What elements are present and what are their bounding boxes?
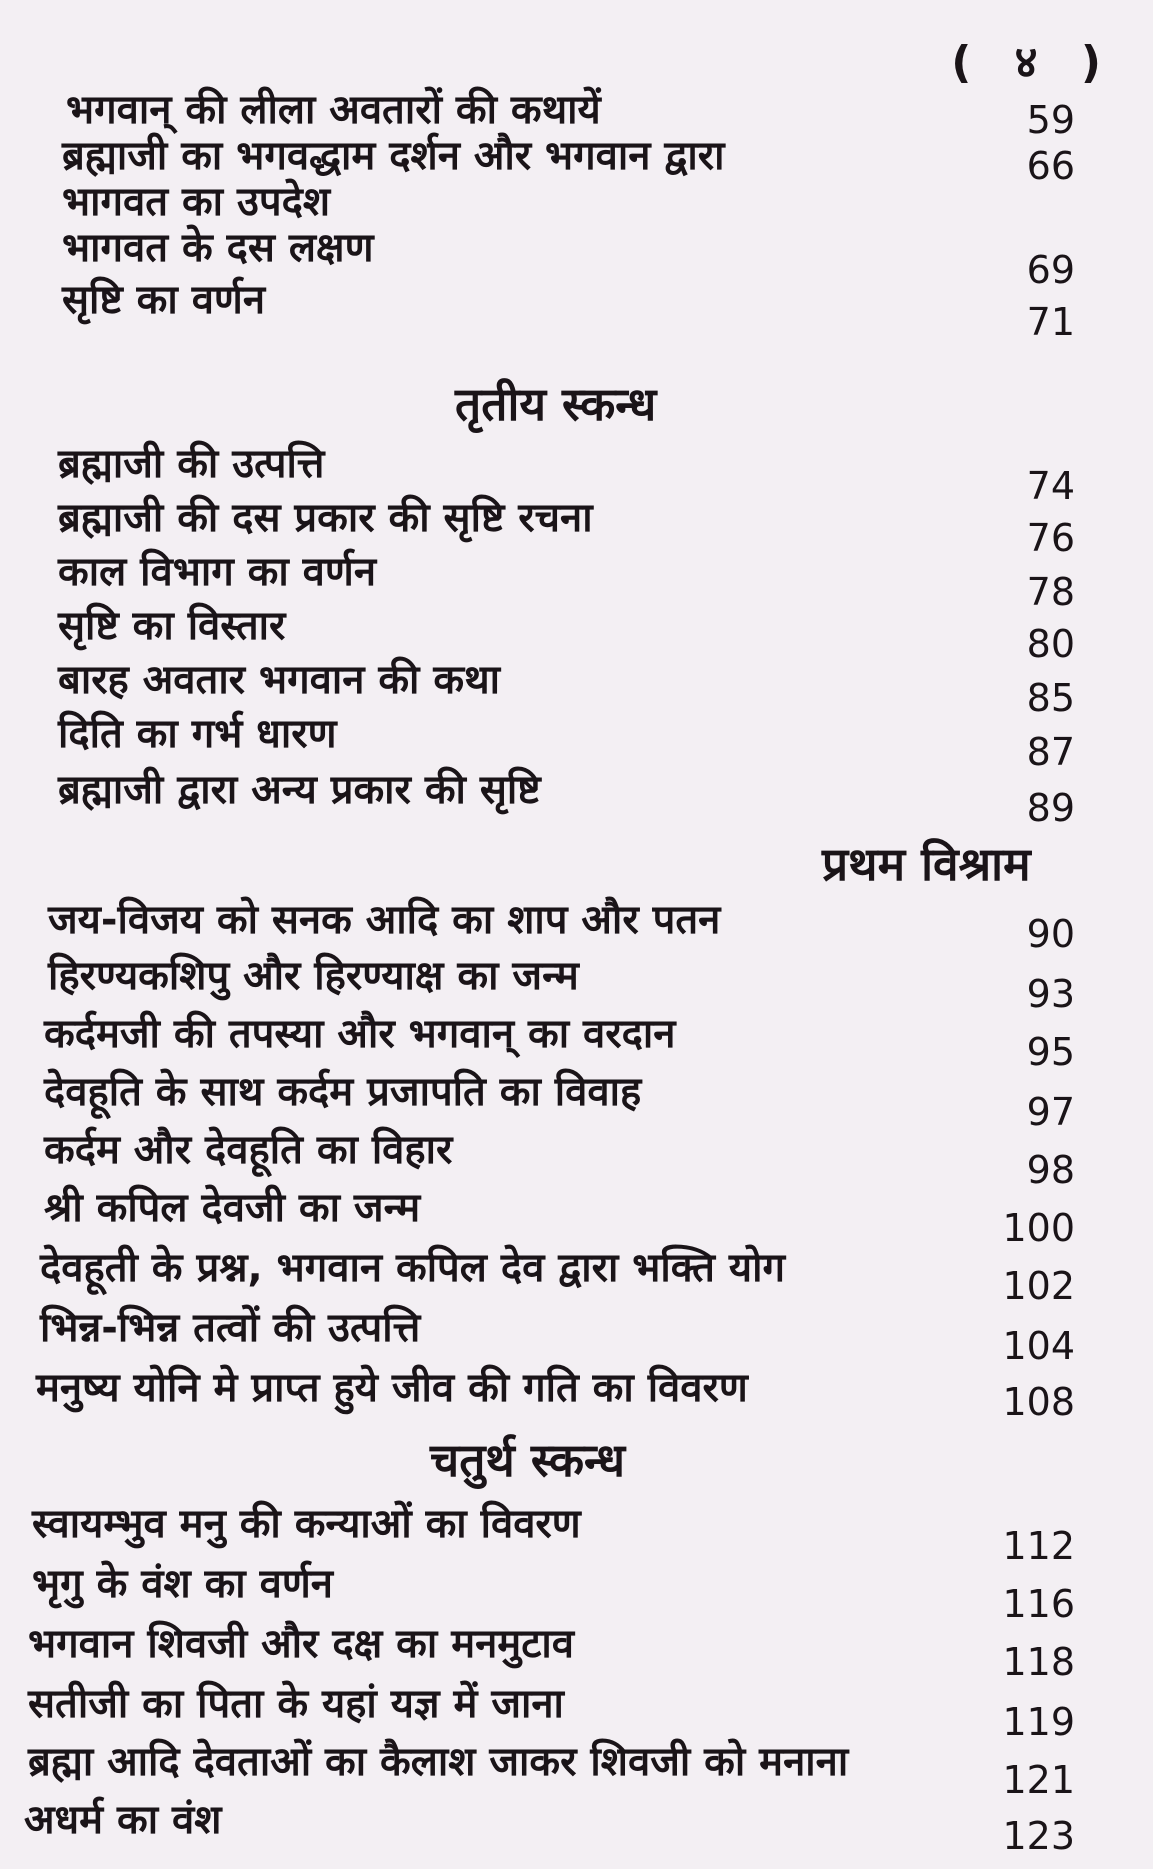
- toc-entry: [0, 1122, 1153, 1192]
- entry-page: 119: [1002, 1700, 1075, 1744]
- toc-entry: [0, 1616, 1153, 1684]
- toc-entry: [0, 892, 1153, 956]
- entry-title: सृष्टि का वर्णन: [62, 277, 266, 323]
- toc-entry: [0, 490, 1153, 560]
- toc-entry: [0, 762, 1153, 830]
- entry-title: सृष्टि का विस्तार: [58, 603, 286, 649]
- entry-page: 93: [1026, 972, 1075, 1016]
- entry-title: देवहूती के प्रश्न, भगवान कपिल देव द्वारा भक्ति योग: [40, 1245, 785, 1291]
- entry-page: 78: [1026, 570, 1075, 614]
- entry-page: 98: [1026, 1148, 1075, 1192]
- toc-entry: [0, 1064, 1153, 1134]
- entry-title: काल विभाग का वर्णन: [58, 549, 377, 595]
- toc-entry: [0, 544, 1153, 614]
- entry-page: 59: [1026, 98, 1075, 142]
- entry-title: ब्रह्माजी द्वारा अन्य प्रकार की सृष्टि: [58, 767, 541, 813]
- entry-title: भगवान शिवजी और दक्ष का मनमुटाव: [28, 1621, 574, 1667]
- entry-title: कर्दमजी की तपस्या और भगवान् का वरदान: [44, 1011, 676, 1057]
- page-number: ( ४ ): [951, 37, 1115, 88]
- entry-title: अधर्म का वंश: [24, 1797, 222, 1843]
- entry-title: दिति का गर्भ धारण: [58, 711, 337, 757]
- entry-title: हिरण्यकशिपु और हिरण्याक्ष का जन्म: [48, 953, 579, 999]
- toc-entry: [0, 436, 1153, 508]
- entry-page: 87: [1026, 730, 1075, 774]
- entry-title: ब्रह्माजी का भगवद्धाम दर्शन और भगवान द्वारा: [62, 133, 725, 179]
- toc-entry: [0, 1300, 1153, 1368]
- entry-page: 80: [1026, 622, 1075, 666]
- entry-page: 74: [1026, 464, 1075, 508]
- entry-title: भृगु के वंश का वर्णन: [32, 1561, 333, 1607]
- entry-page: 112: [1002, 1524, 1075, 1568]
- entry-page: 69: [1026, 248, 1075, 292]
- toc-entry: [0, 1360, 1153, 1424]
- toc-entry: [0, 652, 1153, 720]
- entry-title: जय-विजय को सनक आदि का शाप और पतन: [48, 897, 721, 943]
- entry-title: ब्रह्मा आदि देवताओं का कैलाश जाकर शिवजी को मनाना: [28, 1739, 849, 1785]
- section-heading: चतुर्थ स्कन्ध: [430, 1433, 626, 1487]
- toc-entry: [0, 1792, 1153, 1858]
- entry-page: 95: [1026, 1030, 1075, 1074]
- entry-page: 71: [1026, 300, 1075, 344]
- entry-page: 108: [1002, 1380, 1075, 1424]
- entry-page: 66: [1026, 144, 1075, 188]
- toc-entry: [0, 598, 1153, 666]
- entry-title: ब्रह्माजी की उत्पत्ति: [58, 441, 325, 487]
- toc-entry: [0, 272, 1153, 344]
- toc-entry: [0, 1240, 1153, 1308]
- toc-entry: [0, 1006, 1153, 1074]
- entry-page: 100: [1002, 1206, 1075, 1250]
- entry-title: भागवत का उपदेश: [62, 179, 331, 225]
- toc-entry: [0, 1180, 1153, 1250]
- entry-page: 118: [1002, 1640, 1075, 1684]
- toc-entry: [0, 220, 1153, 292]
- entry-title: भगवान् की लीला अवतारों की कथायें: [66, 87, 601, 133]
- entry-title: ब्रह्माजी की दस प्रकार की सृष्टि रचना: [58, 495, 593, 541]
- entry-page: 121: [1002, 1758, 1075, 1802]
- toc-entry: [0, 706, 1153, 774]
- toc-entry: [0, 1556, 1153, 1626]
- section-heading: तृतीय स्कन्ध: [455, 377, 657, 431]
- toc-entry: [0, 948, 1153, 1016]
- entry-title: मनुष्य योनि मे प्राप्त हुये जीव की गति का विवरण: [36, 1365, 748, 1411]
- entry-title: सतीजी का पिता के यहां यज्ञ में जाना: [28, 1681, 564, 1727]
- entry-page: 89: [1026, 786, 1075, 830]
- toc-entry: [0, 1676, 1153, 1744]
- entry-title: बारह अवतार भगवान की कथा: [58, 657, 500, 703]
- entry-title: देवहूति के साथ कर्दम प्रजापति का विवाह: [44, 1069, 642, 1115]
- entry-page: 76: [1026, 516, 1075, 560]
- entry-title: कर्दम और देवहूति का विहार: [44, 1127, 453, 1173]
- entry-page: 90: [1026, 912, 1075, 956]
- entry-page: 116: [1002, 1582, 1075, 1626]
- toc-entry: [0, 1496, 1153, 1568]
- entry-title: श्री कपिल देवजी का जन्म: [44, 1185, 421, 1231]
- entry-page: 97: [1026, 1090, 1075, 1134]
- entry-title: भागवत के दस लक्षण: [62, 225, 374, 271]
- entry-title: भिन्न-भिन्न तत्वों की उत्पत्ति: [40, 1305, 421, 1351]
- entry-page: 123: [1002, 1814, 1075, 1858]
- entry-page: 102: [1002, 1264, 1075, 1308]
- entry-page: 85: [1026, 676, 1075, 720]
- entry-page: 104: [1002, 1324, 1075, 1368]
- section-heading: प्रथम विश्राम: [822, 837, 1031, 891]
- entry-title: स्वायम्भुव मनु की कन्याओं का विवरण: [32, 1501, 581, 1547]
- toc-entry: [0, 1734, 1153, 1802]
